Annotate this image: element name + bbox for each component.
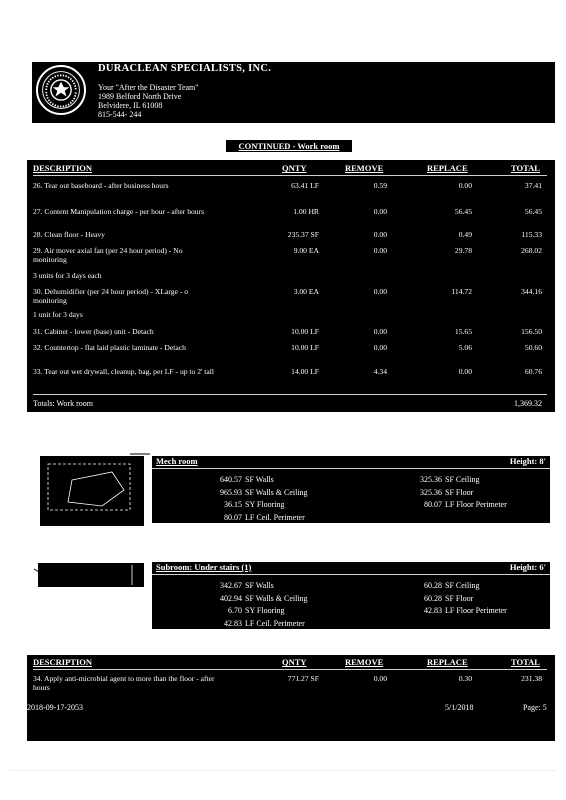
footer-doc-id: 2018-09-17-2053 xyxy=(27,703,83,712)
room-measurements-left: 640.57 SF Walls 965.93 SF Walls & Ceiling 36.15 SY Flooring 80.07 LF Ceil. Perimeter xyxy=(220,475,308,522)
col-header-replace: REPLACE xyxy=(427,657,468,667)
room-name: Mech room xyxy=(156,456,198,466)
company-address-line2: Belvidere, IL 61008 xyxy=(98,101,163,110)
room-divider xyxy=(152,468,550,469)
header-divider xyxy=(33,175,547,176)
totals-value: 1,369.32 xyxy=(514,399,542,408)
footer-date: 5/1/2018 xyxy=(445,703,474,712)
company-tagline: Your "After the Disaster Team" xyxy=(98,83,199,92)
col-header-total: TOTAL xyxy=(511,657,540,667)
room-height: Height: 8' xyxy=(509,456,546,466)
header-divider xyxy=(33,669,547,670)
col-header-remove: REMOVE xyxy=(345,657,384,667)
room-divider xyxy=(152,574,550,575)
mech-room-sketch xyxy=(32,450,150,530)
col-header-remove: REMOVE xyxy=(345,163,384,173)
row-note: 1 unit for 3 days xyxy=(33,310,83,319)
col-header-qnty: QNTY xyxy=(282,163,307,173)
company-address-line1: 1989 Belford North Drive xyxy=(98,92,182,101)
room-name: Subroom: Under stairs (1) xyxy=(156,562,252,572)
totals-divider xyxy=(33,394,547,395)
line-items-table: DESCRIPTION QNTY REMOVE REPLACE TOTAL 26. Tear out baseboard - after business hours 63.41 LF 0.59 0.00 37.41 27. Content Manipulation charge - per hour - after hours 1.00 HR 0.00 56.45 56.45 28. Clean floor - Heavy 235.37 SF 0.00 0.49 115.33 29. Air mover axial fan (per 24 hour period) - No monitoring 9.00 EA 0.00 29.78 268.02 3 units for 3 days each 30. Dehumidifier (per 24 hour period) - XLarge - o monitoring 3.00 EA 0.00 114.72 344.16 1 unit for 3 days 31. Cabinet - lower (base) unit - Detach 10.00 LF 0.00 15.65 156.50 32. Countertop - flat laid plastic laminate - Detach 10.00 LF 0.00 5.06 50.60 33. Tear out wet drywall, cleanup, bag, per LF - up to 2' tall 14.00 LF 4.34 0.00 60.76 Totals: Work room 1,369.32 xyxy=(27,160,555,412)
company-name: DURACLEAN SPECIALISTS, INC. xyxy=(98,63,272,74)
col-header-description: DESCRIPTION xyxy=(33,657,93,667)
handwritten-annotation: BIT III xyxy=(290,714,377,739)
company-phone: 815-544- 244 xyxy=(98,110,142,119)
room-measurements-right: 325.36 SF Ceiling 325.36 SF Floor 80.07 LF Floor Perimeter xyxy=(420,475,507,510)
room-measurements-right: 60.28 SF Ceiling 60.28 SF Floor 42.83 LF Floor Perimeter xyxy=(424,581,507,616)
room-under-stairs xyxy=(152,562,550,629)
col-header-qnty: QNTY xyxy=(282,657,307,667)
page-bottom-rule xyxy=(10,770,556,771)
col-header-description: DESCRIPTION xyxy=(33,163,93,173)
room-height: Height: 6' xyxy=(509,562,546,572)
col-header-replace: REPLACE xyxy=(427,163,468,173)
totals-label: Totals: Work room xyxy=(33,399,93,408)
room-measurements-left: 342.67 SF Walls 402.94 SF Walls & Ceiling 6.70 SY Flooring 42.83 LF Ceil. Perimeter xyxy=(220,581,308,628)
room-mech-room xyxy=(152,456,550,523)
row-note: 3 units for 3 days each xyxy=(33,271,102,280)
under-stairs-sketch xyxy=(32,555,150,593)
footer-page: Page: 5 xyxy=(523,703,547,712)
col-header-total: TOTAL xyxy=(511,163,540,173)
duraclean-seal-logo xyxy=(36,65,86,115)
section-title: CONTINUED - Work room xyxy=(238,141,340,151)
bottom-table: DESCRIPTION QNTY REMOVE REPLACE TOTAL 34. Apply anti-microbial agent to more than the floor - after hours 771.27 SF 0.00 0.30 231.38 2018-09-17-2053 5/1/2018 Page: 5 xyxy=(27,655,555,741)
